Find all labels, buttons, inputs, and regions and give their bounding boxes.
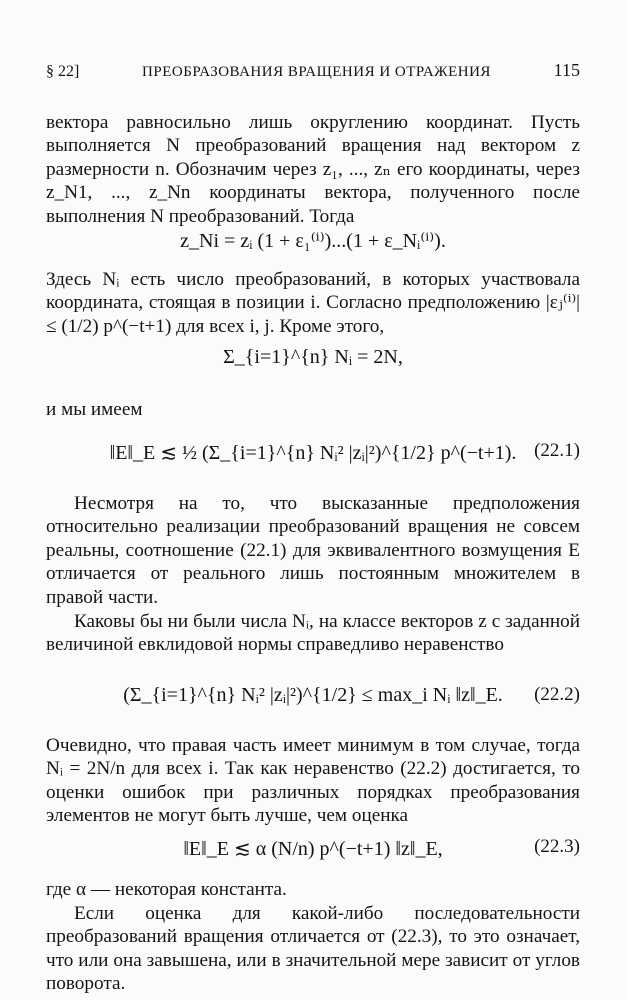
formula-sum-text: Σ_{i=1}^{n} Nᵢ = 2N, xyxy=(223,346,403,368)
eq-number-22-3: (22.3) xyxy=(534,836,580,857)
page-number: 115 xyxy=(553,60,580,80)
formula-zni-text: z_Ni = zᵢ (1 + ε₁⁽ⁱ⁾)...(1 + ε_Nᵢ⁽ⁱ⁾). xyxy=(180,230,446,252)
running-title: ПРЕОБРАЗОВАНИЯ ВРАЩЕНИЯ И ОТРАЖЕНИЯ xyxy=(142,64,491,80)
eq-number-22-1: (22.1) xyxy=(534,440,580,461)
formula-zni xyxy=(0,228,626,253)
paragraph-1: вектора равносильно лишь округлению координат. Пусть выполняется N преобразований вращения над вектором z размерности n. Обозначим через z₁, ..., zₙ его координаты, через z_N1, ..., z_Nn координаты вектора, полученного после выполнения N преобразований. Тогда xyxy=(46,112,580,227)
running-head xyxy=(46,60,580,81)
paragraph-7: где α — некоторая константа. xyxy=(46,879,287,900)
formula-sum xyxy=(0,346,626,369)
paragraph-6: Очевидно, что правая часть имеет минимум в том случае, тогда Nᵢ = 2N/n для всех i. Так как неравенство (22.2) достигается, то оценки ошибок при различных порядках преобразования элементов не могут быть лучше, чем оценка xyxy=(46,735,580,827)
formula-22-3-text: ‖E‖_E ≲ α (N/n) p^(−t+1) ‖z‖_E, xyxy=(183,838,443,860)
paragraph-3: и мы имеем xyxy=(46,399,143,420)
formula-22-3 xyxy=(0,836,626,861)
paragraph-4: Несмотря на то, что высказанные предположения относительно реализации преобразований вращения не совсем реальны, соотношение (22.1) для эквивалентного возмущения E отличается от реального лишь постоянным множителем в правой части. xyxy=(46,493,580,608)
eq-number-22-2: (22.2) xyxy=(534,684,580,705)
paragraph-2: Здесь Nᵢ есть число преобразований, в которых участвовала координата, стоящая в позиции i. Согласно предположению |εⱼ⁽ⁱ⁾| ≤ (1/2) p^(−t+1) для всех i, j. Кроме этого, xyxy=(46,269,580,337)
formula-22-1-text: ‖E‖_E ≲ ½ (Σ_{i=1}^{n} Nᵢ² |zᵢ|²)^{1/2} p^(−t+1). xyxy=(109,442,517,464)
paragraph-8: Если оценка для какой-либо последовательности преобразований вращения отличается от (22.3), то это означает, что или она завышена, или в значительной мере зависит от углов поворота. xyxy=(46,903,580,995)
paragraph-5: Каковы бы ни были числа Nᵢ, на классе векторов z с заданной величиной евклидовой нормы справедливо неравенство xyxy=(46,611,580,656)
formula-22-2 xyxy=(0,684,626,707)
formula-22-2-text: (Σ_{i=1}^{n} Nᵢ² |zᵢ|²)^{1/2} ≤ max_i Nᵢ ‖z‖_E. xyxy=(123,684,503,706)
formula-22-1 xyxy=(0,440,626,465)
section-mark: § 22] xyxy=(46,63,80,80)
